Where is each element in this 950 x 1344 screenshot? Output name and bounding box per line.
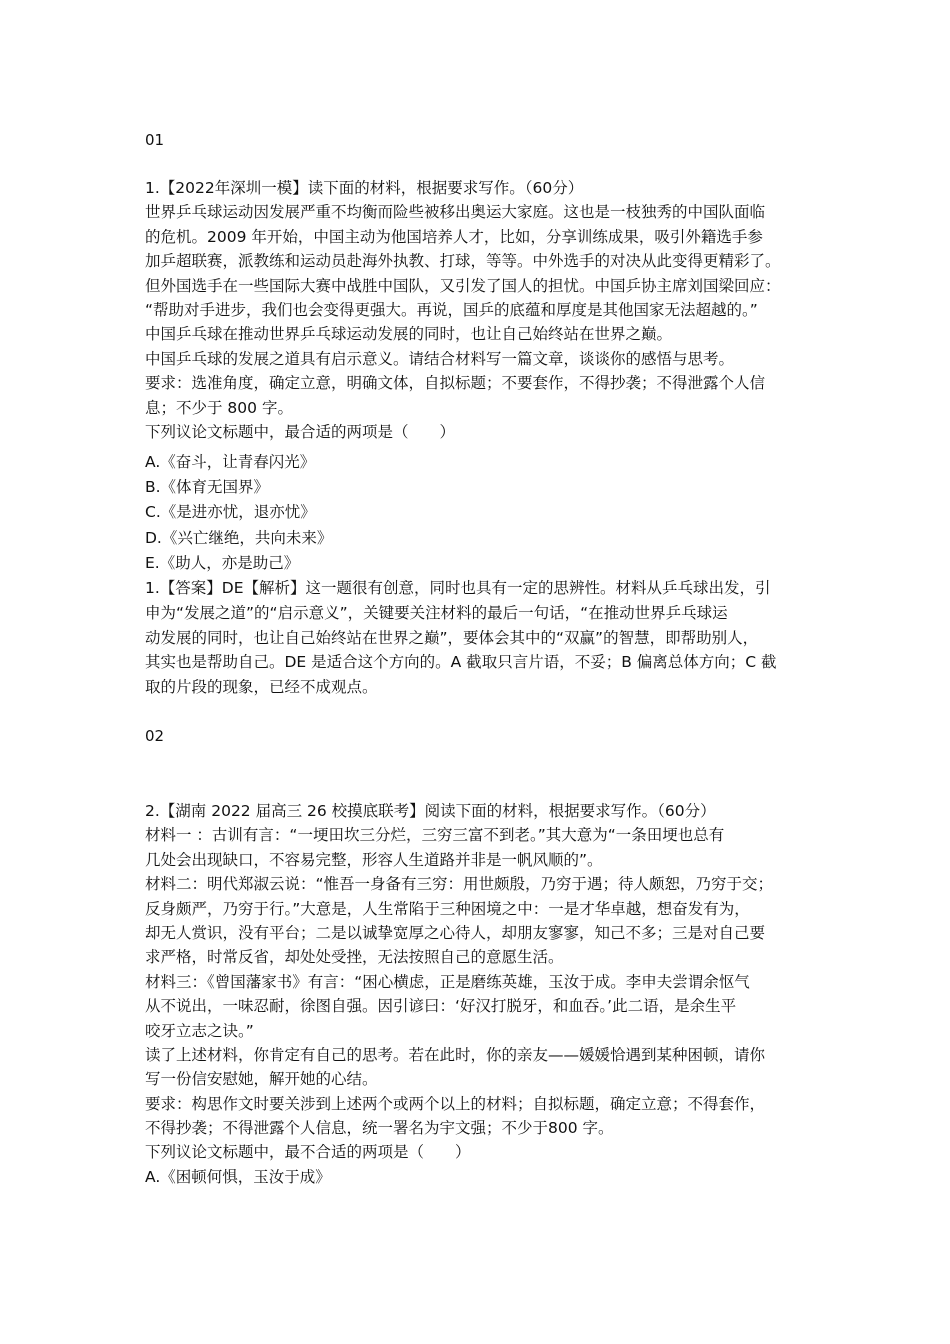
option-a: A.《困顿何惧，玉汝于成》 xyxy=(145,1167,331,1186)
option-d: D.《兴亡继绝，共向未来》 xyxy=(145,528,333,547)
question-prompt: 下列议论文标题中，最合适的两项是（ ） xyxy=(145,422,456,441)
material-line: 加乒超联赛，派教练和运动员赴海外执教、打球，等等。中外选手的对决从此变得更精彩了。 xyxy=(145,252,781,271)
material-line: 世界乒乓球运动因发展严重不均衡而险些被移出奥运大家庭。这也是一枝独秀的中国队面临 xyxy=(145,203,766,222)
answer-line: 其实也是帮助自己。DE 是适合这个方向的。A 截取只言片语，不妥；B 偏离总体方向；C 截 xyxy=(145,653,777,672)
material-line: 反身颇严，乃穷于行。”大意是，人生常陷于三种困境之中：一是才华卓越，想奋发有为， xyxy=(145,899,750,918)
option-a: A.《奋斗，让青春闪光》 xyxy=(145,453,316,471)
material-line: 中国乒乓球的发展之道具有启示意义。请结合材料写一篇文章，谈谈你的感悟与思考。 xyxy=(145,349,735,368)
requirement-line: 要求：选准角度，确定立意，明确文体，自拟标题；不要套作，不得抄袭；不得泄露个人信 xyxy=(145,374,766,393)
answer-line: 动发展的同时，也让自己始终站在世界之巅”，要体会其中的“双赢”的智慧，即帮助别人， xyxy=(145,628,759,647)
requirement-line: 息；不少于 800 字。 xyxy=(145,398,293,417)
answer-line: 取的片段的现象，已经不成观点。 xyxy=(145,678,378,697)
requirement-line: 要求：构思作文时要关涉到上述两个或两个以上的材料；自拟标题，确定立意；不得套作， xyxy=(145,1094,766,1113)
answer-line: 申为“发展之道”的“启示意义”，关键要关注材料的最后一句话，“在推动世界乒乓球运 xyxy=(145,603,728,622)
question-header: 1.【2022年深圳一模】读下面的材料，根据要求写作。（60分） xyxy=(145,179,584,197)
section-number: 01 xyxy=(145,131,165,149)
material-line: 写一份信安慰她，解开她的心结。 xyxy=(145,1070,378,1089)
material-line: 但外国选手在一些国际大赛中战胜中国队，又引发了国人的担忧。中国乒协主席刘国梁回应： xyxy=(145,276,781,295)
option-b: B.《体育无国界》 xyxy=(145,478,270,497)
material-line: 材料二：明代郑淑云说：“惟吾一身备有三穷：用世颇殷，乃穷于遇；待人颇恕，乃穷于交； xyxy=(145,875,774,894)
option-c: C.《是进亦忧，退亦忧》 xyxy=(145,503,316,522)
section-number: 02 xyxy=(145,727,165,745)
options-list xyxy=(145,450,825,576)
material-line: 从不说出，一味忍耐，徐图自强。因引谚曰：‘好汉打脱牙，和血吞。’此二语，是余生平 xyxy=(145,997,737,1016)
material-line: 却无人赏识，没有平台；二是以诚挚宽厚之心待人，却朋友寥寥，知己不多；三是对自己要 xyxy=(145,923,766,942)
answer-line: 1.【答案】DE【解析】这一题很有创意，同时也具有一定的思辨性。材料从乒乓球出发，引 xyxy=(145,579,771,597)
option-e: E.《助人，亦是助己》 xyxy=(145,553,300,572)
material-line: 材料一 ：古训有言：“一埂田坎三分烂，三穷三富不到老。”其大意为“一条田埂也总有 xyxy=(145,826,725,845)
requirement-line: 不得抄袭；不得泄露个人信息，统一署名为宇文强；不少于800 字。 xyxy=(145,1119,614,1138)
material-line: 中国乒乓球在推动世界乒乓球运动发展的同时，也让自己始终站在世界之巅。 xyxy=(145,325,673,344)
material-line: 读了上述材料，你肯定有自己的思考。若在此时，你的亲友——媛媛恰遇到某种困顿，请你 xyxy=(145,1045,766,1064)
material-line: 材料三：《曾国藩家书》有言：“困心横虑，正是磨练英雄，玉汝于成。李申夫尝谓余怄气 xyxy=(145,972,750,991)
question-1 xyxy=(145,176,825,444)
material-line: 咬牙立志之诀。” xyxy=(145,1021,254,1040)
question-header: 2.【湖南 2022 届高三 26 校摸底联考】阅读下面的材料，根据要求写作。（60分） xyxy=(145,802,716,820)
question-prompt: 下列议论文标题中，最不合适的两项是（ ） xyxy=(145,1143,471,1162)
material-line: 几处会出现缺口，不容易完整，形容人生道路并非是一帆风顺的”。 xyxy=(145,850,603,869)
material-line: 求严格，时常反省，却处处受挫，无法按照自己的意愿生活。 xyxy=(145,948,564,967)
material-line: 的危机。2009 年开始，中国主动为他国培养人才，比如，分享训练成果，吸引外籍选手参 xyxy=(145,227,763,246)
material-line: “帮助对手进步，我们也会变得更强大。再说，国乒的底蕴和厚度是其他国家无法超越的。” xyxy=(145,300,758,319)
question-2 xyxy=(145,799,825,1189)
answer-explanation xyxy=(145,576,825,700)
